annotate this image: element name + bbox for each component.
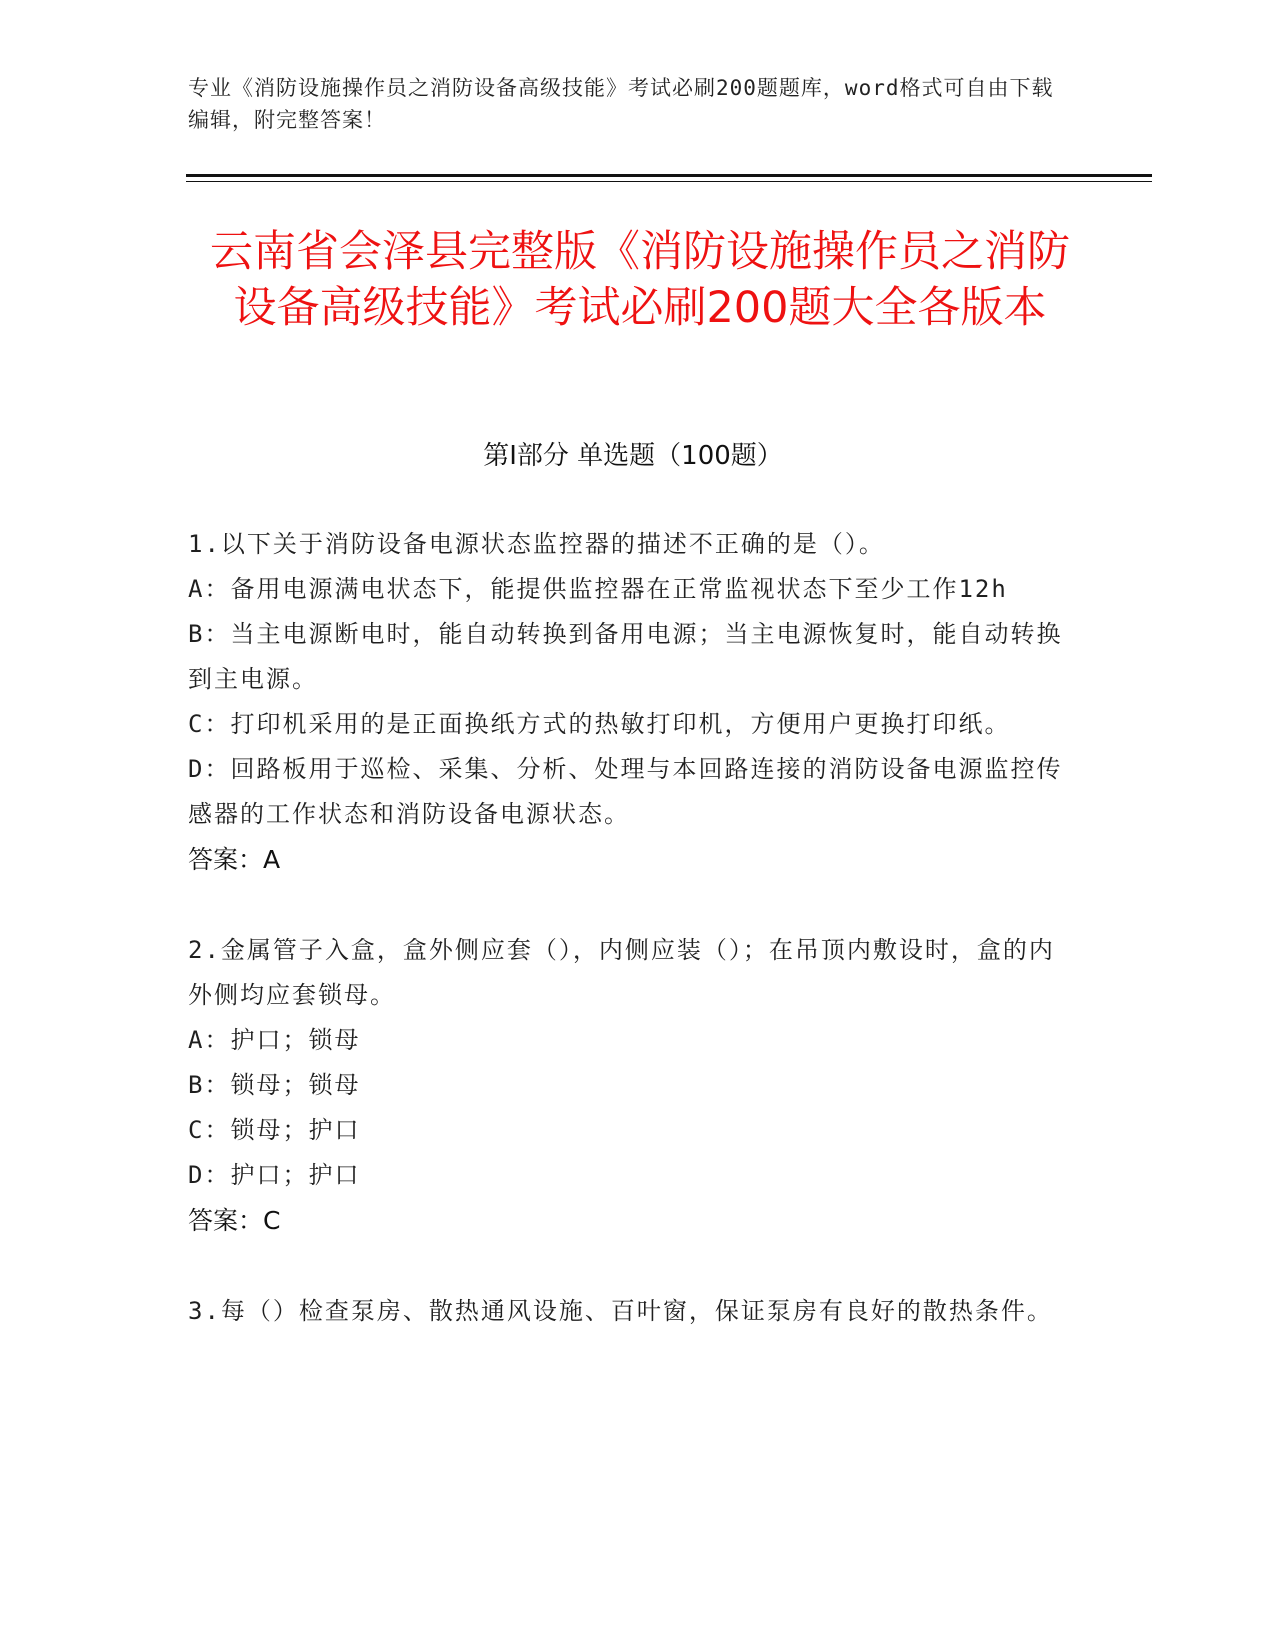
question-1 (188, 522, 1068, 882)
question-3 (188, 1289, 1068, 1334)
option-d: D：回路板用于巡检、采集、分析、处理与本回路连接的消防设备电源监控传感器的工作状态和消防设备电源状态。 (188, 755, 1063, 828)
question-2 (188, 928, 1068, 1243)
question-stem: 2.金属管子入盒，盒外侧应套（），内侧应装（）；在吊顶内敷设时，盒的内外侧均应套锁母。 (188, 936, 1055, 1009)
option-b: B：锁母；锁母 (188, 1071, 361, 1099)
question-stem: 1.以下关于消防设备电源状态监控器的描述不正确的是（）。 (188, 530, 885, 558)
option-a: A：备用电源满电状态下，能提供监控器在正常监视状态下至少工作12h (188, 575, 1008, 603)
document-title: 云南省会泽县完整版《消防设施操作员之消防设备高级技能》考试必刷200题大全各版本 (210, 227, 1070, 333)
question-list (188, 522, 1068, 1380)
header-divider-thick (186, 174, 1152, 177)
option-b: B：当主电源断电时，能自动转换到备用电源；当主电源恢复时，能自动转换到主电源。 (188, 620, 1063, 693)
question-stem: 3.每（）检查泵房、散热通风设施、百叶窗，保证泵房有良好的散热条件。 (188, 1297, 1053, 1325)
option-a: A：护口；锁母 (188, 1026, 361, 1054)
answer: 答案：A (188, 845, 281, 874)
option-c: C：锁母；护口 (188, 1116, 361, 1144)
answer: 答案：C (188, 1206, 281, 1235)
header-note: 专业《消防设施操作员之消防设备高级技能》考试必刷200题题库，word格式可自由下载编辑，附完整答案！ (188, 76, 1054, 132)
section-title: 第I部分 单选题（100题） (483, 441, 783, 471)
option-d: D：护口；护口 (188, 1161, 361, 1189)
header-divider-thin (186, 181, 1152, 182)
option-c: C：打印机采用的是正面换纸方式的热敏打印机，方便用户更换打印纸。 (188, 710, 1011, 738)
